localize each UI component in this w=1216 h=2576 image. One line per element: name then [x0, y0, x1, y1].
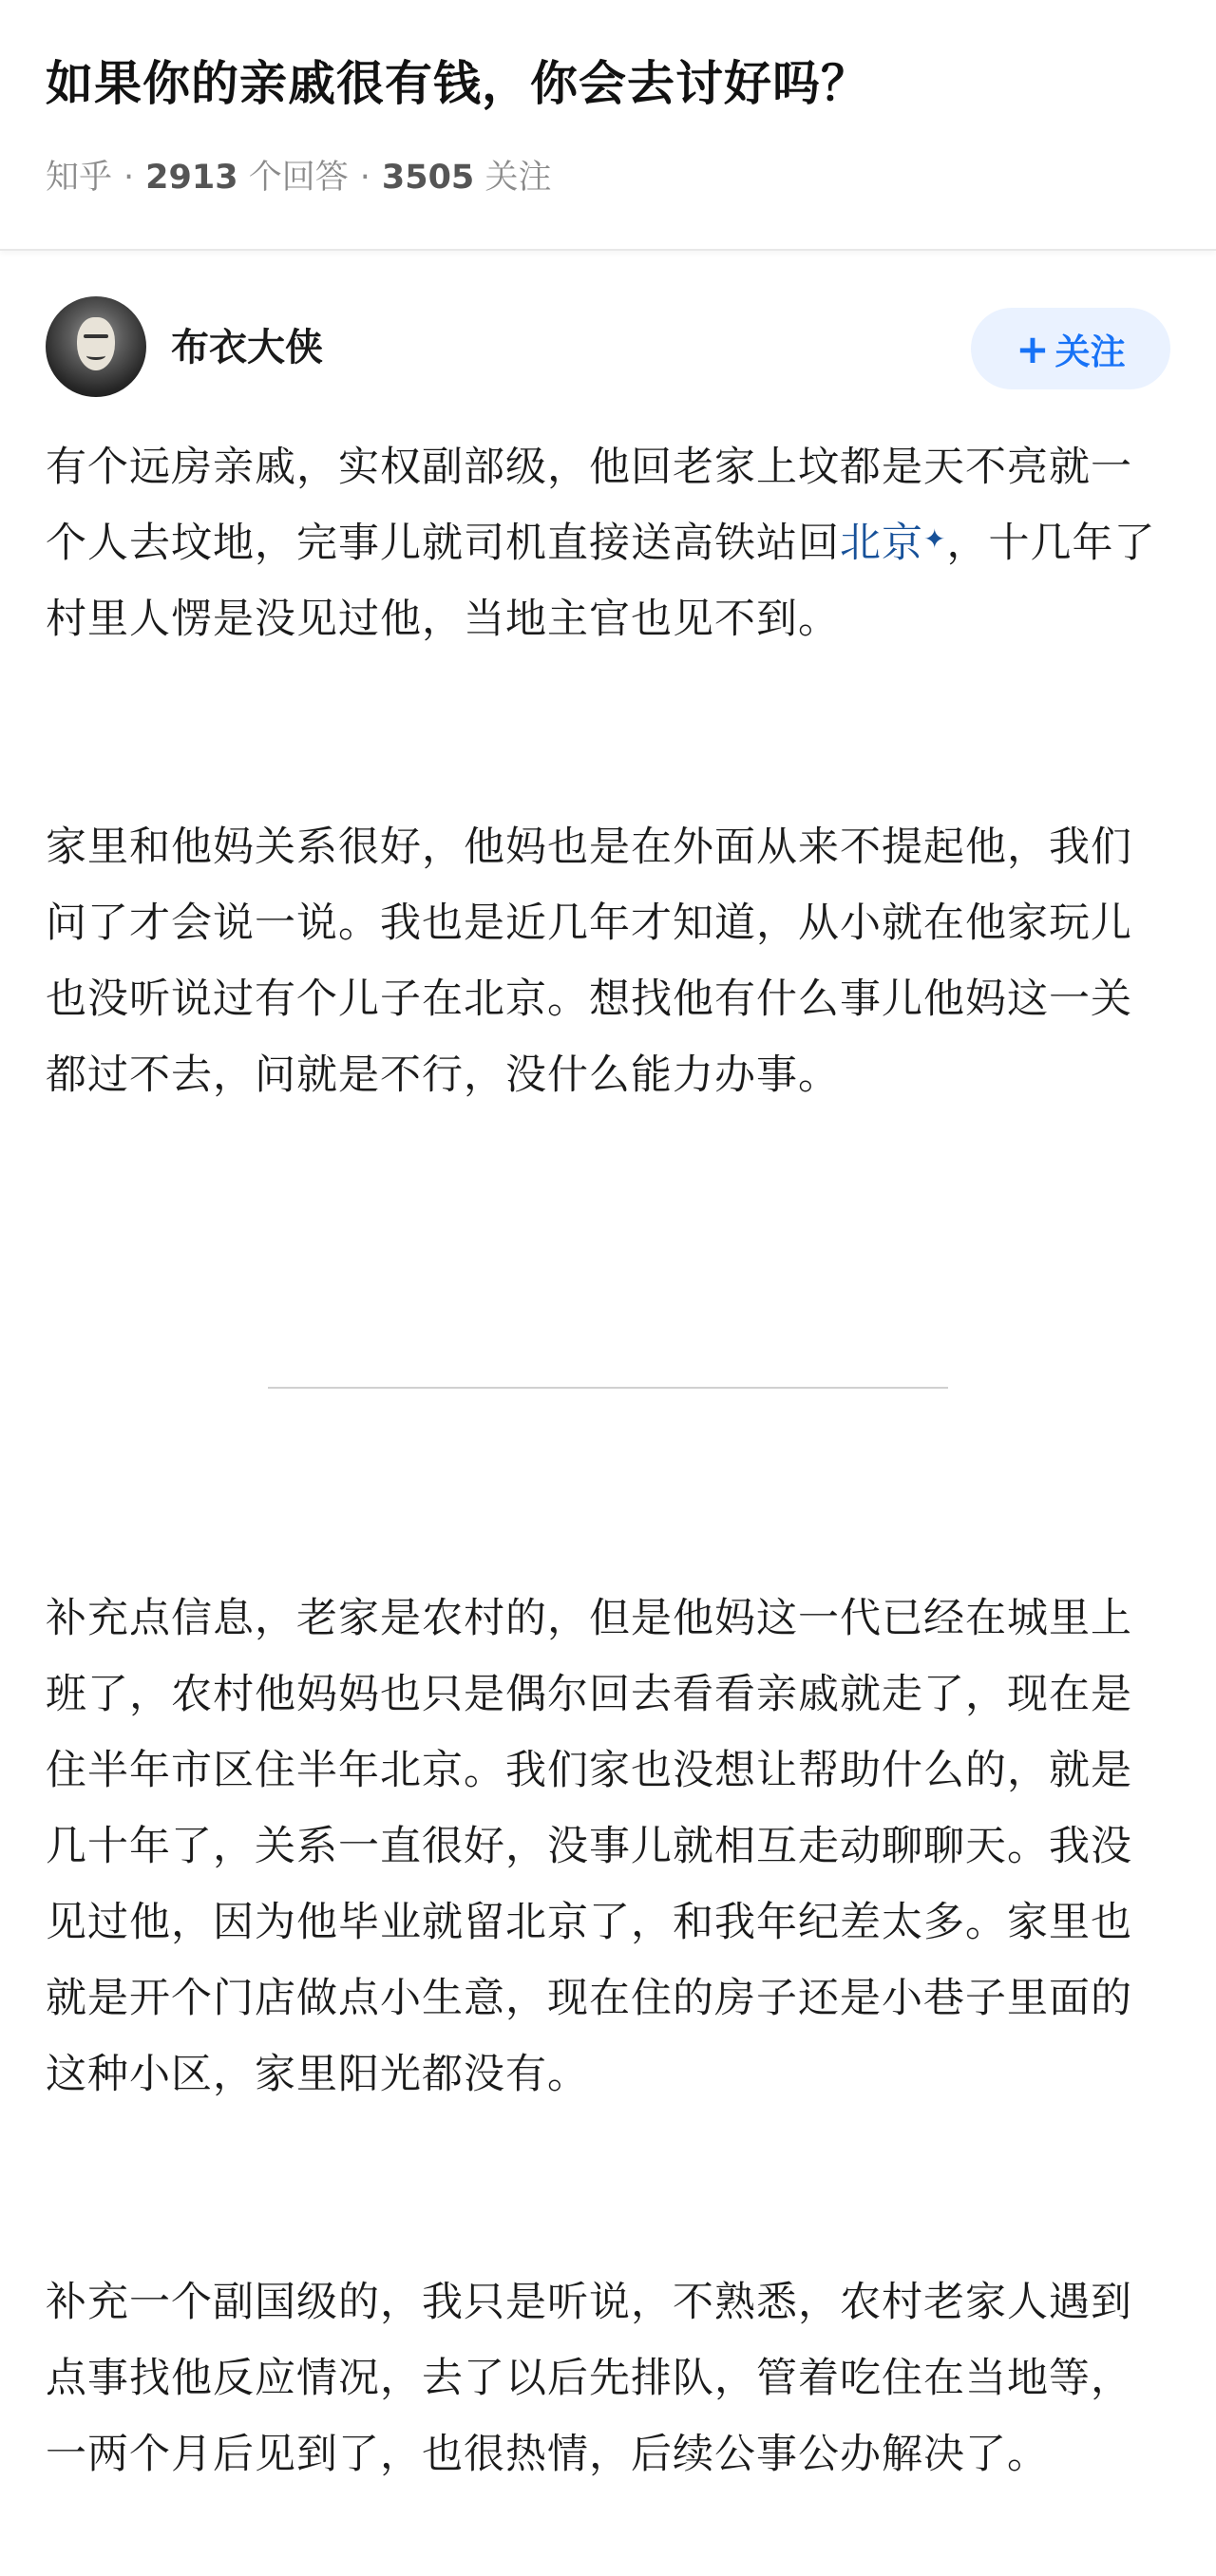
answer-paragraph-3 — [46, 1581, 1167, 2112]
answer-paragraph-2 — [46, 809, 1167, 1113]
answer-text: 补充一个副国级的，我只是听说，不熟悉，农村老家人遇到点事找他反应情况，去了以后先排队，管着吃住在当地等，一两个月后见到了，也很热情，后续公事公办解决了。 — [46, 2279, 1132, 2478]
meta-separator: · — [359, 159, 370, 197]
meta-separator: · — [124, 159, 135, 197]
sparkle-icon: ✦ — [923, 523, 947, 555]
answer-text: ，十几年了村里人愣是没见过他，当地主官也见不到。 — [46, 520, 1156, 643]
answer-text: 有个远房亲戚，实权副部级，他回老家上坟都是天不亮就一个人去坟地，完事儿就司机直接送高铁站回 — [46, 444, 1132, 567]
guy-fawkes-mask-icon — [77, 317, 115, 370]
question-header — [0, 0, 1216, 251]
section-divider — [268, 1387, 948, 1389]
answer-count: 2913 — [145, 159, 238, 197]
avatar[interactable] — [46, 296, 146, 397]
follow-count: 3505 — [381, 159, 475, 197]
answer-paragraph-1 — [46, 429, 1167, 657]
question-meta — [46, 154, 551, 201]
follow-button[interactable] — [971, 308, 1170, 389]
answer-text: 补充点信息，老家是农村的，但是他妈这一代已经在城里上班了，农村他妈妈也只是偶尔回去看看亲戚就走了，现在是住半年市区住半年北京。我们家也没想让帮助什么的，就是几十年了，关系一直很好，没事儿就相互走动聊聊天。我没见过他，因为他毕业就留北京了，和我年纪差太多。家里也就是开个门店做点小生意，现在住的房子还是小巷子里面的这种小区，家里阳光都没有。 — [46, 1595, 1132, 2098]
follow-button-label: 关注 — [1054, 331, 1126, 372]
answer-text: 家里和他妈关系很好，他妈也是在外面从来不提起他，我们问了才会说一说。我也是近几年才知道，从小就在他家玩儿也没听说过有个儿子在北京。想找他有什么事儿他妈这一关都过不去，问就是不行，没什么能力办事。 — [46, 824, 1132, 1099]
follow-count-label: 关注 — [484, 159, 552, 197]
plus-icon: + — [1016, 325, 1050, 372]
question-title[interactable]: 如果你的亲戚很有钱，你会去讨好吗？ — [46, 56, 869, 111]
author-row — [46, 296, 1170, 401]
keyword-link-beijing[interactable]: 北京 — [840, 520, 923, 567]
author-name[interactable]: 布衣大侠 — [171, 326, 323, 369]
answer-count-label: 个回答 — [248, 159, 349, 197]
answer-paragraph-4 — [46, 2264, 1167, 2492]
source-label: 知乎 — [46, 159, 113, 197]
